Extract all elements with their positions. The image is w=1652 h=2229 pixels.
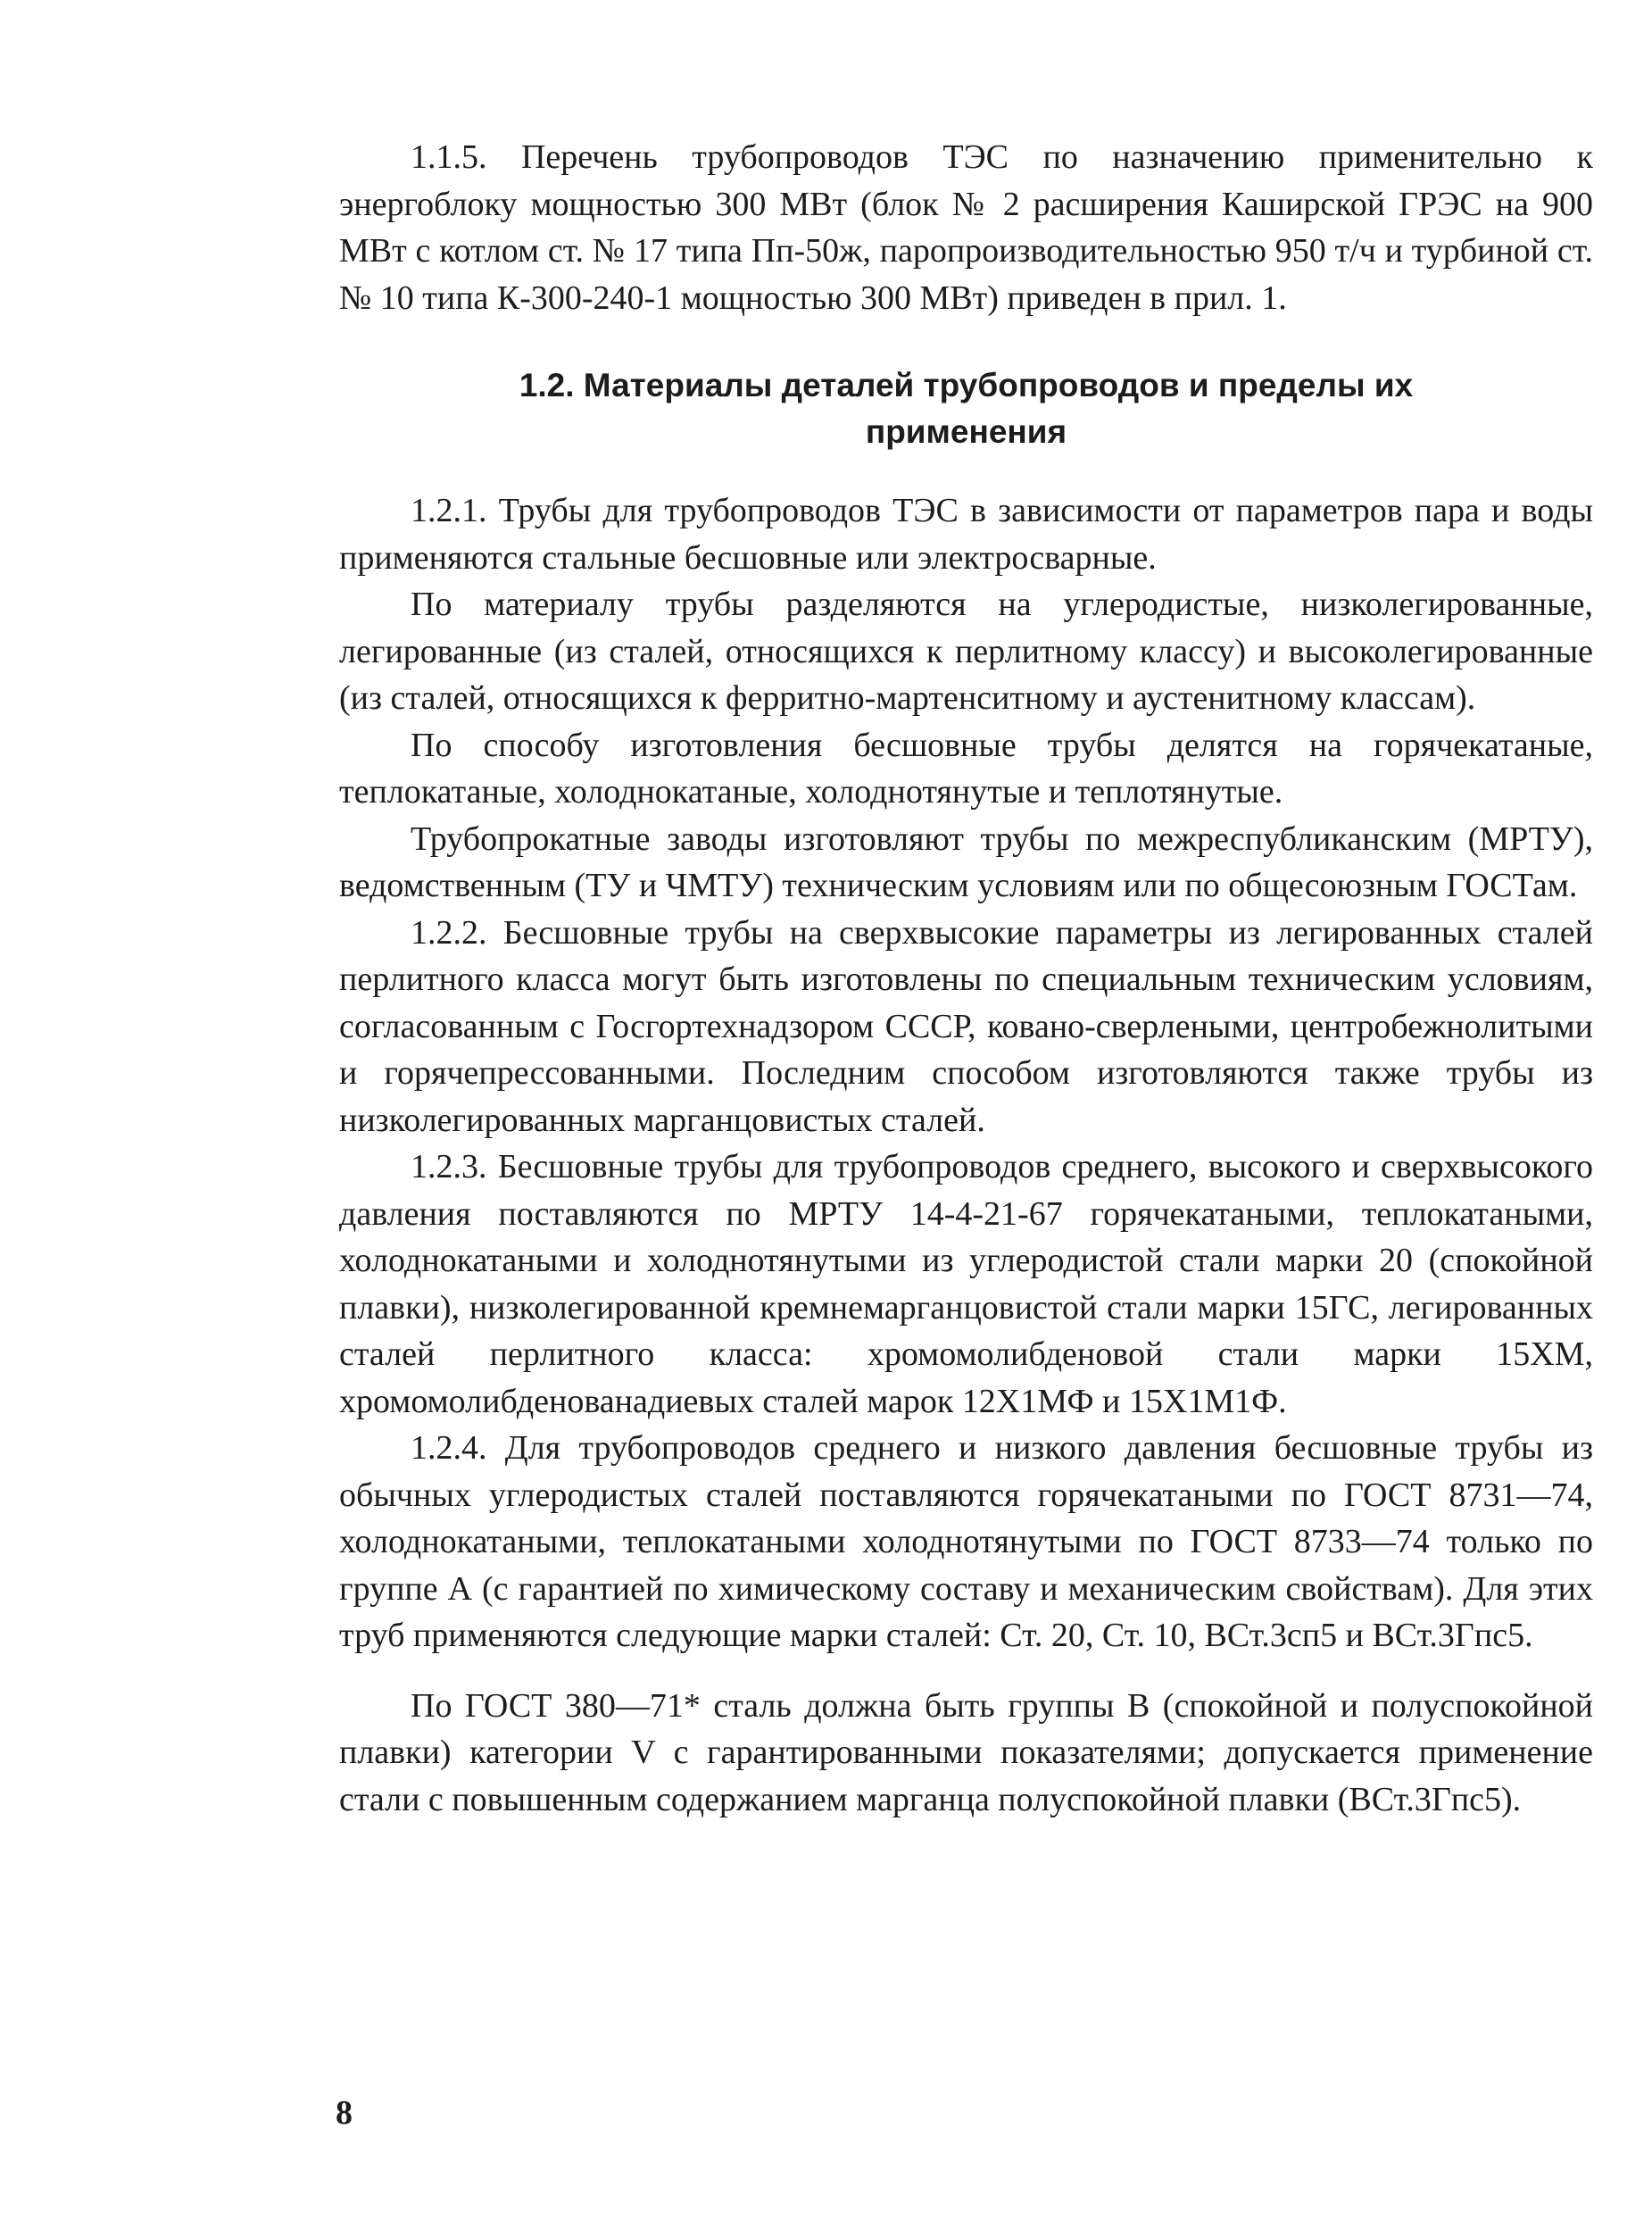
paragraph-1-2-1: 1.2.1. Трубы для трубопроводов ТЭС в зависимости от параметров пара и воды применяются стальные бесшовные или электросварные. — [339, 492, 1593, 577]
paragraph-1-2-4: 1.2.4. Для трубопроводов среднего и низкого давления бесшовные трубы из обычных углеродистых сталей поставляются горячекатаными по ГОСТ 8731—74, холоднокатаными, теплокатаными холоднотянутыми по ГОСТ 8733—74 только по группе А (с гарантией по химическому составу и механическим свойствам). Для этих труб применяются следующие марки сталей: Ст. 20, Ст. 10, ВСт.3сп5 и ВСт.3Гпс5. — [339, 1429, 1593, 1654]
section-heading-1-2: 1.2. Материалы деталей трубопроводов и пределы их применения — [519, 367, 1414, 450]
paragraph-manufacturing: По способу изготовления бесшовные трубы делятся на горячекатаные, теплокатаные, холоднокатаные, холоднотянутые и теплотянутые. — [339, 726, 1593, 811]
paragraph-materials: По материалу трубы разделяются на углеродистые, низколегированные, легированные (из сталей, относящихся к перлитному классу) и высоколегированные (из сталей, относящихся к ферритно-мартенситному и аустенитному классам). — [339, 586, 1593, 717]
paragraph-1-1-5: 1.1.5. Перечень трубопроводов ТЭС по назначению применительно к энергоблоку мощностью 300 МВт (блок № 2 расширения Каширской ГРЭС на 900 МВт с котлом ст. № 17 типа Пп-50ж, паропроизводительностью 950 т/ч и турбиной ст. № 10 типа К-300-240-1 мощностью 300 МВт) приведен в прил. 1. — [339, 138, 1593, 317]
paragraph-1-2-3: 1.2.3. Бесшовные трубы для трубопроводов среднего, высокого и сверхвысокого давления поставляются по МРТУ 14-4-21-67 горячекатаными, теплокатаными, холоднокатаными и холоднотянутыми из углеродистой стали марки 20 (спокойной плавки), низколегированной кремнемарганцовистой стали марки 15ГС, легированных сталей перлитного класса: хромомолибденовой стали марки 15ХМ, хромомолибденованадиевых сталей марок 12Х1МФ и 15Х1М1Ф. — [339, 1148, 1593, 1420]
paragraph-gost-380: По ГОСТ 380—71* сталь должна быть группы В (спокойной и полуспокойной плавки) категории V с гарантированными показателями; допускается применение стали с повышенным содержанием марганца полуспокойной плавки (ВСт.3Гпс5). — [339, 1686, 1593, 1818]
page-number: 8 — [336, 2094, 353, 2132]
document-page — [339, 134, 1593, 1823]
paragraph-factories: Трубопрокатные заводы изготовляют трубы по межреспубликанским (МРТУ), ведомственным (ТУ и ЧМТУ) техническим условиям или по общесоюзным ГОСТам. — [339, 819, 1593, 904]
paragraph-1-2-2: 1.2.2. Бесшовные трубы на сверхвысокие параметры из легированных сталей перлитного класса могут быть изготовлены по специальным техническим условиям, согласованным с Госгортехнадзором СССР, ковано-сверлеными, центробежнолитыми и горячепрессованными. Последним способом изготовляются также трубы из низколегированных марганцовистых сталей. — [339, 913, 1593, 1139]
